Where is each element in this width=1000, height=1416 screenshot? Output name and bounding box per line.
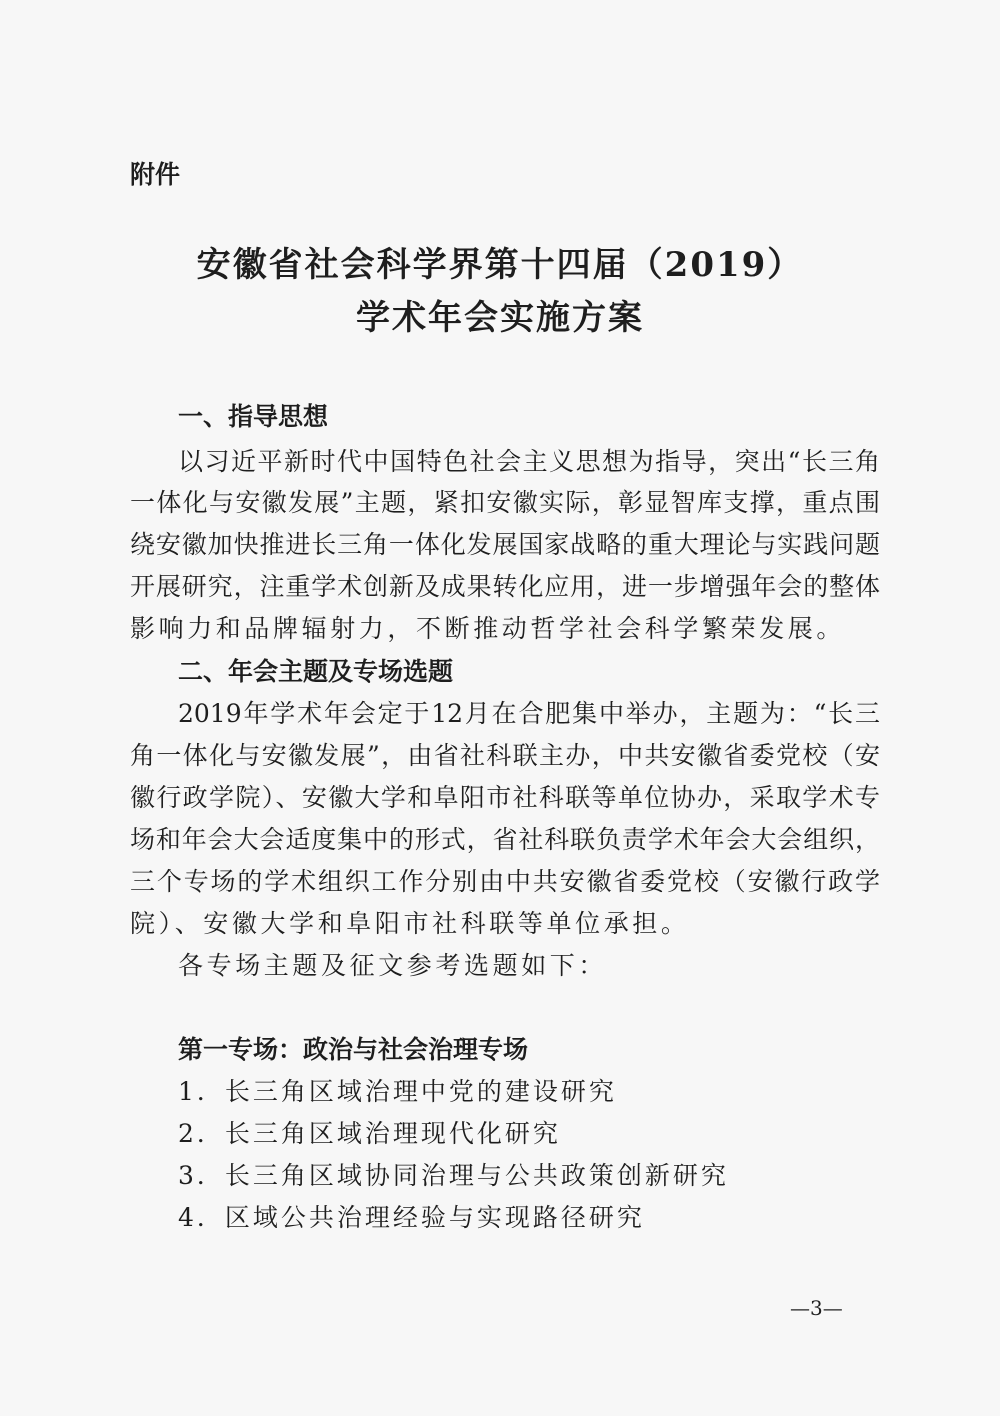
- section2-line: 场和年会大会适度集中的形式，省社科联负责学术年会大会组织，: [130, 825, 880, 854]
- section1-line: 一体化与安徽发展”主题，紧扣安徽实际，彰显智库支撑，重点围: [130, 488, 880, 517]
- section2-line: 2019年学术年会定于12月在合肥集中举办，主题为：“长三: [178, 699, 880, 728]
- panel1-heading: 第一专场：政治与社会治理专场: [178, 1035, 529, 1064]
- section1-line: 绕安徽加快推进长三角一体化发展国家战略的重大理论与实践问题: [130, 530, 880, 559]
- section1-heading: 一、指导思想: [178, 402, 329, 431]
- section2-intro: 各专场主题及征文参考选题如下：: [178, 951, 608, 980]
- panel1-item: 2．长三角区域治理现代化研究: [178, 1119, 561, 1148]
- section2-heading: 二、年会主题及专场选题: [178, 657, 454, 686]
- section1-line: 开展研究，注重学术创新及成果转化应用，进一步增强年会的整体: [130, 572, 880, 601]
- attachment-label: 附件: [130, 160, 181, 189]
- document-title-line-2: 学术年会实施方案: [356, 298, 644, 338]
- section2-line: 徽行政学院）、安徽大学和阜阳市社科联等单位协办，采取学术专: [130, 783, 880, 812]
- panel1-item: 3．长三角区域协同治理与公共政策创新研究: [178, 1161, 729, 1190]
- panel1-item: 4．区域公共治理经验与实现路径研究: [178, 1203, 645, 1232]
- document-title-line-1: 安徽省社会科学界第十四届（2019）: [196, 245, 804, 285]
- section2-line: 院）、安徽大学和阜阳市社科联等单位承担。: [130, 909, 690, 938]
- section1-line: 影响力和品牌辐射力，不断推动哲学社会科学繁荣发展。: [130, 614, 846, 643]
- page-number: —3—: [790, 1296, 843, 1320]
- section2-line: 角一体化与安徽发展”，由省社科联主办，中共安徽省委党校（安: [130, 741, 880, 770]
- panel1-item: 1．长三角区域治理中党的建设研究: [178, 1077, 617, 1106]
- section1-line: 以习近平新时代中国特色社会主义思想为指导，突出“长三角: [178, 447, 880, 476]
- section2-line: 三个专场的学术组织工作分别由中共安徽省委党校（安徽行政学: [130, 867, 880, 896]
